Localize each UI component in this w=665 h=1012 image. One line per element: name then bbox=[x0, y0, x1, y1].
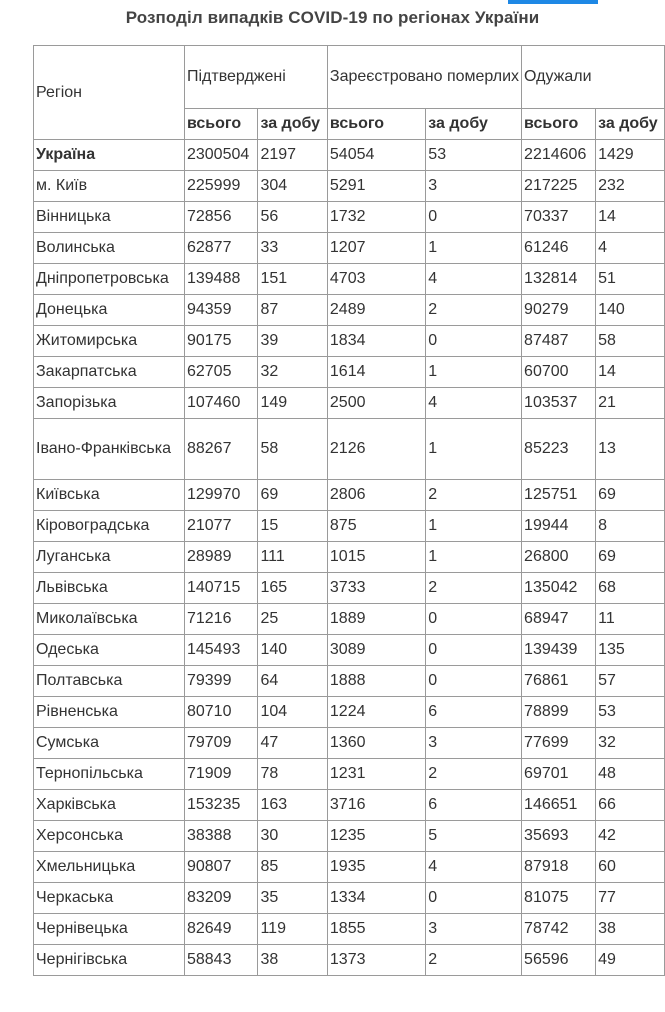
cell-deaths-total: 1888 bbox=[327, 666, 425, 697]
cell-confirmed-daily: 111 bbox=[258, 542, 327, 573]
cell-region: Луганська bbox=[34, 542, 185, 573]
table-row bbox=[34, 697, 665, 728]
cell-recovered-total: 61246 bbox=[522, 233, 596, 264]
cell-region: Черкаська bbox=[34, 883, 185, 914]
cell-confirmed-total: 94359 bbox=[184, 295, 257, 326]
cell-confirmed-daily: 104 bbox=[258, 697, 327, 728]
cell-recovered-total: 70337 bbox=[522, 202, 596, 233]
table-row bbox=[34, 233, 665, 264]
cell-recovered-daily: 140 bbox=[596, 295, 665, 326]
cell-region: Полтавська bbox=[34, 666, 185, 697]
cell-deaths-total: 1231 bbox=[327, 759, 425, 790]
cell-region: Запорізька bbox=[34, 388, 185, 419]
header-recovered-daily: за добу bbox=[596, 109, 665, 140]
cell-deaths-total: 1373 bbox=[327, 945, 425, 976]
header-deaths: Зареєстровано померлих bbox=[327, 46, 521, 109]
cell-confirmed-daily: 149 bbox=[258, 388, 327, 419]
cell-confirmed-daily: 304 bbox=[258, 171, 327, 202]
cell-region: Київська bbox=[34, 480, 185, 511]
cell-confirmed-total: 62705 bbox=[184, 357, 257, 388]
cell-deaths-total: 5291 bbox=[327, 171, 425, 202]
cell-region: Чернівецька bbox=[34, 914, 185, 945]
cell-deaths-total: 4703 bbox=[327, 264, 425, 295]
page-title: Розподіл випадків COVID-19 по регіонах України bbox=[125, 8, 540, 27]
cell-confirmed-total: 88267 bbox=[184, 419, 257, 480]
cell-confirmed-total: 129970 bbox=[184, 480, 257, 511]
cell-region: Україна bbox=[34, 140, 185, 171]
cell-recovered-total: 35693 bbox=[522, 821, 596, 852]
header-confirmed-total: всього bbox=[184, 109, 257, 140]
cell-confirmed-daily: 38 bbox=[258, 945, 327, 976]
cell-region: Івано-Франківська bbox=[34, 419, 185, 480]
cell-confirmed-daily: 165 bbox=[258, 573, 327, 604]
cell-confirmed-daily: 32 bbox=[258, 357, 327, 388]
table-row bbox=[34, 326, 665, 357]
cell-region: Сумська bbox=[34, 728, 185, 759]
cell-deaths-daily: 3 bbox=[426, 914, 522, 945]
header-confirmed: Підтверджені bbox=[184, 46, 327, 109]
cell-confirmed-total: 72856 bbox=[184, 202, 257, 233]
cell-recovered-daily: 53 bbox=[596, 697, 665, 728]
cell-recovered-total: 103537 bbox=[522, 388, 596, 419]
cell-confirmed-total: 62877 bbox=[184, 233, 257, 264]
cell-confirmed-daily: 78 bbox=[258, 759, 327, 790]
cell-confirmed-total: 71909 bbox=[184, 759, 257, 790]
cell-recovered-total: 217225 bbox=[522, 171, 596, 202]
cell-recovered-total: 68947 bbox=[522, 604, 596, 635]
cell-region: Дніпропетровська bbox=[34, 264, 185, 295]
cell-recovered-daily: 4 bbox=[596, 233, 665, 264]
cell-region: Закарпатська bbox=[34, 357, 185, 388]
cell-recovered-daily: 66 bbox=[596, 790, 665, 821]
table-row bbox=[34, 295, 665, 326]
cell-deaths-daily: 0 bbox=[426, 326, 522, 357]
cell-recovered-total: 19944 bbox=[522, 511, 596, 542]
cell-confirmed-daily: 15 bbox=[258, 511, 327, 542]
cell-deaths-total: 2806 bbox=[327, 480, 425, 511]
table-row bbox=[34, 140, 665, 171]
cell-deaths-total: 1889 bbox=[327, 604, 425, 635]
cell-recovered-daily: 14 bbox=[596, 357, 665, 388]
cell-deaths-daily: 1 bbox=[426, 419, 522, 480]
cell-deaths-daily: 0 bbox=[426, 666, 522, 697]
cell-confirmed-total: 107460 bbox=[184, 388, 257, 419]
cell-recovered-daily: 42 bbox=[596, 821, 665, 852]
cell-region: Харківська bbox=[34, 790, 185, 821]
table-row bbox=[34, 388, 665, 419]
cell-confirmed-total: 140715 bbox=[184, 573, 257, 604]
cell-recovered-daily: 232 bbox=[596, 171, 665, 202]
cell-recovered-daily: 58 bbox=[596, 326, 665, 357]
top-accent-bar bbox=[508, 0, 598, 4]
cell-confirmed-daily: 163 bbox=[258, 790, 327, 821]
cell-recovered-daily: 68 bbox=[596, 573, 665, 604]
cell-region: Херсонська bbox=[34, 821, 185, 852]
header-recovered-total: всього bbox=[522, 109, 596, 140]
cell-recovered-total: 87487 bbox=[522, 326, 596, 357]
table-row bbox=[34, 171, 665, 202]
cell-deaths-daily: 6 bbox=[426, 697, 522, 728]
cell-recovered-daily: 135 bbox=[596, 635, 665, 666]
cell-region: м. Київ bbox=[34, 171, 185, 202]
cell-recovered-daily: 48 bbox=[596, 759, 665, 790]
cell-recovered-daily: 69 bbox=[596, 480, 665, 511]
cell-deaths-total: 1834 bbox=[327, 326, 425, 357]
cell-confirmed-daily: 119 bbox=[258, 914, 327, 945]
cell-confirmed-total: 90175 bbox=[184, 326, 257, 357]
cell-deaths-daily: 53 bbox=[426, 140, 522, 171]
cell-recovered-daily: 13 bbox=[596, 419, 665, 480]
cell-deaths-daily: 2 bbox=[426, 480, 522, 511]
cell-deaths-total: 1732 bbox=[327, 202, 425, 233]
table-row bbox=[34, 573, 665, 604]
cell-recovered-total: 125751 bbox=[522, 480, 596, 511]
cell-recovered-daily: 60 bbox=[596, 852, 665, 883]
cell-confirmed-total: 225999 bbox=[184, 171, 257, 202]
table-row bbox=[34, 914, 665, 945]
cell-deaths-total: 1360 bbox=[327, 728, 425, 759]
cell-deaths-daily: 1 bbox=[426, 542, 522, 573]
cell-confirmed-total: 79399 bbox=[184, 666, 257, 697]
cell-recovered-total: 78899 bbox=[522, 697, 596, 728]
cell-confirmed-daily: 85 bbox=[258, 852, 327, 883]
cell-recovered-daily: 77 bbox=[596, 883, 665, 914]
cell-region: Тернопільська bbox=[34, 759, 185, 790]
cell-confirmed-total: 82649 bbox=[184, 914, 257, 945]
cell-confirmed-daily: 30 bbox=[258, 821, 327, 852]
cell-confirmed-daily: 35 bbox=[258, 883, 327, 914]
cell-confirmed-total: 139488 bbox=[184, 264, 257, 295]
cell-deaths-daily: 5 bbox=[426, 821, 522, 852]
table-row bbox=[34, 790, 665, 821]
cell-recovered-total: 87918 bbox=[522, 852, 596, 883]
cell-recovered-total: 77699 bbox=[522, 728, 596, 759]
header-region: Регіон bbox=[34, 46, 185, 140]
cell-confirmed-total: 79709 bbox=[184, 728, 257, 759]
table-row bbox=[34, 264, 665, 295]
cell-deaths-total: 1235 bbox=[327, 821, 425, 852]
cell-deaths-daily: 4 bbox=[426, 852, 522, 883]
cell-recovered-daily: 14 bbox=[596, 202, 665, 233]
cell-deaths-total: 2126 bbox=[327, 419, 425, 480]
cell-recovered-daily: 38 bbox=[596, 914, 665, 945]
cell-recovered-total: 81075 bbox=[522, 883, 596, 914]
cell-deaths-daily: 0 bbox=[426, 604, 522, 635]
cell-deaths-daily: 3 bbox=[426, 171, 522, 202]
cell-confirmed-daily: 2197 bbox=[258, 140, 327, 171]
cell-recovered-total: 78742 bbox=[522, 914, 596, 945]
cell-deaths-total: 1614 bbox=[327, 357, 425, 388]
cell-deaths-daily: 6 bbox=[426, 790, 522, 821]
cell-recovered-total: 146651 bbox=[522, 790, 596, 821]
cell-deaths-total: 2500 bbox=[327, 388, 425, 419]
cell-deaths-total: 1334 bbox=[327, 883, 425, 914]
table-row bbox=[34, 511, 665, 542]
cell-deaths-total: 54054 bbox=[327, 140, 425, 171]
cell-recovered-total: 26800 bbox=[522, 542, 596, 573]
cell-deaths-daily: 4 bbox=[426, 388, 522, 419]
header-deaths-daily: за добу bbox=[426, 109, 522, 140]
cell-confirmed-daily: 47 bbox=[258, 728, 327, 759]
header-deaths-total: всього bbox=[327, 109, 425, 140]
cell-recovered-daily: 51 bbox=[596, 264, 665, 295]
cell-confirmed-daily: 151 bbox=[258, 264, 327, 295]
cell-deaths-total: 1935 bbox=[327, 852, 425, 883]
cell-recovered-total: 139439 bbox=[522, 635, 596, 666]
cell-confirmed-total: 90807 bbox=[184, 852, 257, 883]
cell-confirmed-total: 58843 bbox=[184, 945, 257, 976]
cell-confirmed-total: 21077 bbox=[184, 511, 257, 542]
cell-confirmed-daily: 56 bbox=[258, 202, 327, 233]
cell-deaths-total: 3089 bbox=[327, 635, 425, 666]
cell-recovered-total: 135042 bbox=[522, 573, 596, 604]
cell-confirmed-daily: 25 bbox=[258, 604, 327, 635]
cell-deaths-daily: 0 bbox=[426, 202, 522, 233]
cell-deaths-daily: 3 bbox=[426, 728, 522, 759]
cell-confirmed-daily: 33 bbox=[258, 233, 327, 264]
cell-deaths-total: 1207 bbox=[327, 233, 425, 264]
cell-deaths-daily: 1 bbox=[426, 233, 522, 264]
cell-confirmed-total: 38388 bbox=[184, 821, 257, 852]
cell-confirmed-daily: 87 bbox=[258, 295, 327, 326]
header-row-group bbox=[34, 46, 665, 109]
cell-region: Донецька bbox=[34, 295, 185, 326]
cell-deaths-total: 1224 bbox=[327, 697, 425, 728]
cell-confirmed-daily: 39 bbox=[258, 326, 327, 357]
cell-recovered-daily: 32 bbox=[596, 728, 665, 759]
cell-region: Кіровоградська bbox=[34, 511, 185, 542]
cell-recovered-daily: 21 bbox=[596, 388, 665, 419]
cell-region: Житомирська bbox=[34, 326, 185, 357]
cell-recovered-daily: 1429 bbox=[596, 140, 665, 171]
cell-recovered-total: 76861 bbox=[522, 666, 596, 697]
cell-confirmed-daily: 140 bbox=[258, 635, 327, 666]
cell-region: Чернігівська bbox=[34, 945, 185, 976]
table-row bbox=[34, 945, 665, 976]
cell-deaths-daily: 0 bbox=[426, 635, 522, 666]
cell-region: Рівненська bbox=[34, 697, 185, 728]
cell-region: Львівська bbox=[34, 573, 185, 604]
cell-deaths-daily: 4 bbox=[426, 264, 522, 295]
table-row bbox=[34, 666, 665, 697]
header-confirmed-daily: за добу bbox=[258, 109, 327, 140]
cell-deaths-total: 875 bbox=[327, 511, 425, 542]
cell-recovered-total: 69701 bbox=[522, 759, 596, 790]
cell-deaths-daily: 1 bbox=[426, 357, 522, 388]
cell-region: Хмельницька bbox=[34, 852, 185, 883]
table-row bbox=[34, 728, 665, 759]
cell-region: Вінницька bbox=[34, 202, 185, 233]
cell-confirmed-daily: 69 bbox=[258, 480, 327, 511]
header-recovered: Одужали bbox=[522, 46, 665, 109]
table-row bbox=[34, 635, 665, 666]
cell-recovered-daily: 8 bbox=[596, 511, 665, 542]
table-row bbox=[34, 821, 665, 852]
cell-recovered-total: 85223 bbox=[522, 419, 596, 480]
cell-deaths-daily: 2 bbox=[426, 945, 522, 976]
cell-deaths-daily: 2 bbox=[426, 295, 522, 326]
cell-recovered-total: 60700 bbox=[522, 357, 596, 388]
cell-confirmed-daily: 58 bbox=[258, 419, 327, 480]
cell-confirmed-total: 153235 bbox=[184, 790, 257, 821]
cell-deaths-daily: 2 bbox=[426, 573, 522, 604]
table-row bbox=[34, 202, 665, 233]
cell-confirmed-total: 2300504 bbox=[184, 140, 257, 171]
cell-deaths-total: 2489 bbox=[327, 295, 425, 326]
table-row bbox=[34, 604, 665, 635]
table-row bbox=[34, 480, 665, 511]
table-row bbox=[34, 883, 665, 914]
cell-region: Волинська bbox=[34, 233, 185, 264]
cell-recovered-total: 56596 bbox=[522, 945, 596, 976]
cell-confirmed-total: 83209 bbox=[184, 883, 257, 914]
table-row bbox=[34, 357, 665, 388]
cell-recovered-daily: 11 bbox=[596, 604, 665, 635]
cell-deaths-total: 3716 bbox=[327, 790, 425, 821]
cell-deaths-total: 1015 bbox=[327, 542, 425, 573]
cell-recovered-total: 90279 bbox=[522, 295, 596, 326]
table-row bbox=[34, 759, 665, 790]
cell-deaths-total: 1855 bbox=[327, 914, 425, 945]
cell-confirmed-total: 28989 bbox=[184, 542, 257, 573]
cell-recovered-total: 2214606 bbox=[522, 140, 596, 171]
cell-deaths-daily: 1 bbox=[426, 511, 522, 542]
cell-recovered-daily: 49 bbox=[596, 945, 665, 976]
cell-region: Одеська bbox=[34, 635, 185, 666]
cell-confirmed-total: 145493 bbox=[184, 635, 257, 666]
cell-recovered-total: 132814 bbox=[522, 264, 596, 295]
cell-confirmed-daily: 64 bbox=[258, 666, 327, 697]
cell-recovered-daily: 69 bbox=[596, 542, 665, 573]
table-row bbox=[34, 542, 665, 573]
cell-deaths-total: 3733 bbox=[327, 573, 425, 604]
cell-confirmed-total: 71216 bbox=[184, 604, 257, 635]
cell-deaths-daily: 2 bbox=[426, 759, 522, 790]
covid-regions-table bbox=[33, 45, 665, 976]
cell-region: Миколаївська bbox=[34, 604, 185, 635]
table-row bbox=[34, 852, 665, 883]
cell-confirmed-total: 80710 bbox=[184, 697, 257, 728]
table-row bbox=[34, 419, 665, 480]
cell-deaths-daily: 0 bbox=[426, 883, 522, 914]
cell-recovered-daily: 57 bbox=[596, 666, 665, 697]
